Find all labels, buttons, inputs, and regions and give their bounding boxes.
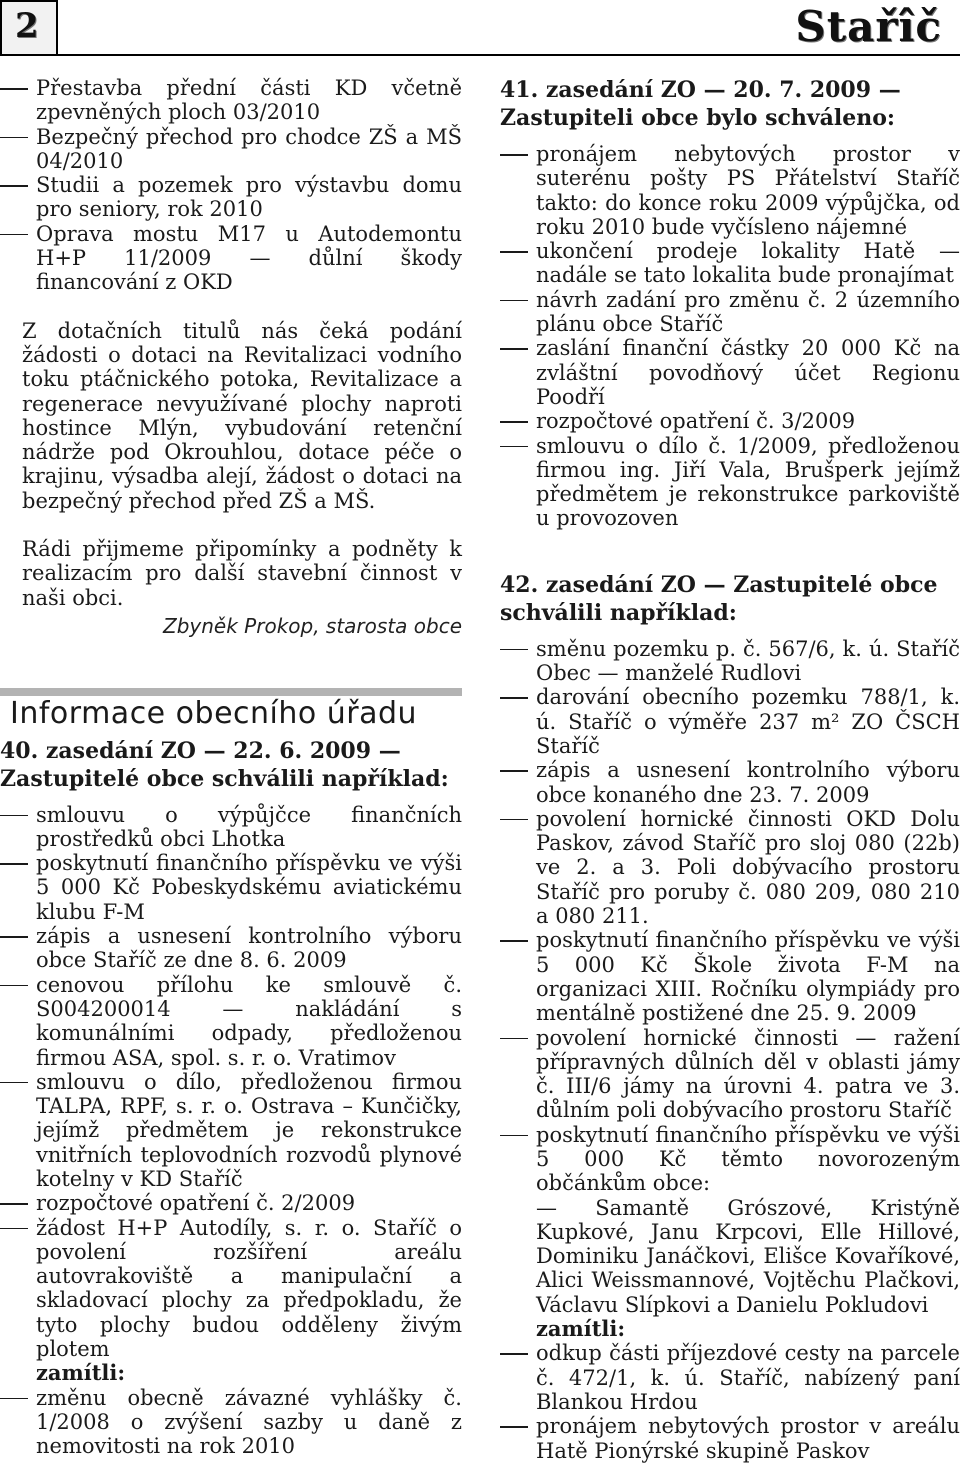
page-number-box	[0, 0, 58, 56]
rejected-label: zamítli:	[36, 1360, 126, 1386]
list-item: Přestavba přední části KD včetně zpevněných ploch 03/2010	[0, 76, 462, 125]
list-item: směnu pozemku p. č. 567/6, k. ú. Staříč Obec — manželé Rudlovi	[500, 637, 960, 686]
list-item: poskytnutí finančního příspěvku ve výši 5 000 Kč těmto novorozeným občánkům obce:	[500, 1123, 960, 1196]
list-item: žádost H+P Autodíly, s. r. o. Staříč o povolení rozšíření areálu autovrakoviště a manipulační a skladovací plochy za předpokladu, že tyto plochy budou odděleny živým plotem	[0, 1216, 462, 1362]
list-item: cenovou přílohu ke smlouvě č. S004200014 — nakládání s komunálními odpady, předloženou firmou ASA, spol. s. r. o. Vratimov	[0, 973, 462, 1070]
page-header	[0, 0, 960, 60]
header-rule	[58, 54, 960, 56]
meeting-42-approved-list	[500, 637, 960, 1196]
list-item: povolení hornické činnosti OKD Dolu Paskov, závod Staříč pro sloj 080 (22b) ve 2. a 3. Poli dobývacího prostoru Staříč pro poruby č. 080 209, 080 210 a 080 211.	[500, 807, 960, 928]
list-item: Bezpečný přechod pro chodce ZŠ a MŠ 04/2010	[0, 125, 462, 174]
list-item: smlouvu o dílo č. 1/2009, předloženou firmou ing. Jiří Vala, Brušperk jejímž předmětem je rekonstrukce parkoviště u provozoven	[500, 434, 960, 531]
list-item: smlouvu o dílo, předloženou firmou TALPA, RPF, s. r. o. Ostrava – Kunčičky, jejímž předmětem je rekonstrukce vnitřních teplovodních rozvodů plynové kotelny v KD Staříč	[0, 1070, 462, 1191]
list-item: rozpočtové opatření č. 3/2009	[500, 409, 960, 433]
newsletter-title: Stařîč	[795, 2, 942, 51]
planned-projects-list	[0, 76, 462, 295]
list-item: smlouvu o výpůjčce finančních prostředků obci Lhotka	[0, 803, 462, 852]
list-item: zaslání finanční částky 20 000 Kč na zvláštní povodňový účet Regionu Poodří	[500, 336, 960, 409]
list-item: návrh zadání pro změnu č. 2 územního plánu obce Staříč	[500, 288, 960, 337]
comments-paragraph: Rádi přijmeme připomínky a podněty k realizacím pro další stavební činnost v naši obci.	[22, 537, 462, 610]
meeting-42-title: 42. zasedání ZO — Zastupitelé obce schválili například:	[500, 571, 938, 626]
meeting-40-rejected-list	[0, 1386, 462, 1459]
meeting-42-rejected-list	[500, 1341, 960, 1462]
meeting-40-approved-list	[0, 803, 462, 1362]
list-item: zápis a usnesení kontrolního výboru obce konaného dne 23. 7. 2009	[500, 758, 960, 807]
list-item: poskytnutí finančního příspěvku ve výši 5 000 Kč Škole života F-M na organizaci XIII. Ročníku olympiády pro mentálně postižené dne 25. 9. 2009	[500, 928, 960, 1025]
page-number: 2	[15, 6, 39, 46]
meeting-41-approved-list	[500, 142, 960, 531]
list-item: změnu obecně závazné vyhlášky č. 1/2008 o zvýšení sazby u daně z nemovitosti na rok 2010	[0, 1386, 462, 1459]
meeting-41-title: 41. zasedání ZO — 20. 7. 2009 — Zastupiteli obce bylo schváleno:	[500, 77, 901, 131]
rejected-label: zamítli:	[536, 1316, 626, 1342]
newborns-names: — Samantě Grószové, Kristýně Kupkové, Janu Krpcovi, Elle Hillové, Dominiku Janáčkovi, Elišce Kovaříkové, Alici Weissmannové, Vojtěchu Plačkovi, Václavu Slípkovi a Danielu Pokludovi	[536, 1195, 960, 1317]
list-item: Oprava mostu M17 u Autodemontu H+P 11/2009 — důlní škody financování z OKD	[0, 222, 462, 295]
right-column	[500, 76, 960, 1463]
list-item: darování obecního pozemku 788/1, k. ú. Staříč o výměře 237 m² ZO ČSCH Staříč	[500, 685, 960, 758]
author-signature: Zbyněk Prokop, starosta obce	[163, 613, 462, 638]
section-divider	[0, 688, 462, 696]
list-item: rozpočtové opatření č. 2/2009	[0, 1191, 462, 1215]
list-item: ukončení prodeje lokality Hatě — nadále se tato lokalita bude pronajímat	[500, 239, 960, 288]
subsidy-paragraph: Z dotačních titulů nás čeká podání žádosti o dotaci na Revitalizaci vodního toku ptáčnického potoka, Revitalizace a regenerace nevyužívané plochy naproti hostince Mlýn, vybudování retenční nádrže pod Okrouhlou, dotace péče o krajinu, výsadba alejí, žádost o dotaci na bezpečný přechod před ZŠ a MŠ.	[22, 318, 462, 513]
list-item: pronájem nebytových prostor v suterénu pošty PS Přátelství Staříč takto: do konce roku 2009 výpůjčka, od roku 2010 bude vyčísleno nájemné	[500, 142, 960, 239]
list-item: poskytnutí finančního příspěvku ve výši 5 000 Kč Pobeskydskému aviatickému klubu F-M	[0, 851, 462, 924]
section-title: Informace obecního úřadu	[10, 696, 418, 732]
list-item: zápis a usnesení kontrolního výboru obce Staříč ze dne 8. 6. 2009	[0, 924, 462, 973]
left-column	[0, 76, 462, 1459]
list-item: pronájem nebytových prostor v areálu Hatě Pionýrské skupině Paskov	[500, 1414, 960, 1463]
list-item: povolení hornické činnosti — ražení přípravných důlních děl v oblasti jámy č. III/6 jámy na úrovni 4. patra ve 3. důlním poli dobývacího prostoru Staříč	[500, 1026, 960, 1123]
list-item: Studii a pozemek pro výstavbu domu pro seniory, rok 2010	[0, 173, 462, 222]
meeting-40-title: 40. zasedání ZO — 22. 6. 2009 — Zastupitelé obce schválili například:	[0, 737, 449, 792]
list-item: odkup části příjezdové cesty na parcele č. 472/1, k. ú. Staříč, nabízený paní Blankou Hrdou	[500, 1341, 960, 1414]
